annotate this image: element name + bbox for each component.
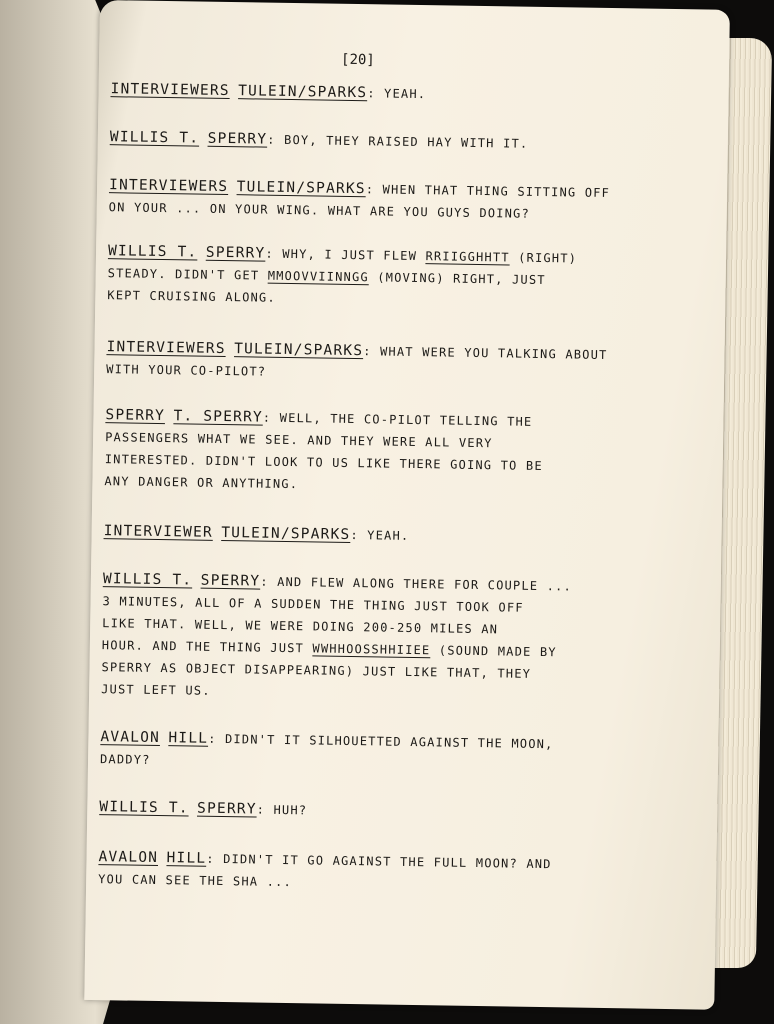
dialogue-line: : DIDN'T IT GO AGAINST THE FULL MOON? AND xyxy=(206,851,552,872)
book-page xyxy=(84,0,730,1010)
dialogue-line: SPERRY AS OBJECT DISAPPEARING) xyxy=(101,660,355,679)
speaker: TULEIN/SPARKS xyxy=(236,179,366,198)
speaker: AVALON xyxy=(98,849,159,867)
speaker: WILLIS T. xyxy=(107,243,198,261)
speaker: INTERVIEWERS xyxy=(108,177,229,196)
dialogue-line: KEPT CRUISING ALONG. xyxy=(107,288,276,305)
speaker: INTERVIEWER xyxy=(103,523,214,541)
speaker: TULEIN/SPARKS xyxy=(238,83,368,102)
dialogue-line: (RIGHT) xyxy=(509,250,578,266)
speaker: INTERVIEWERS xyxy=(110,81,230,100)
dialogue-line: : YEAH. xyxy=(367,86,427,102)
dialogue-line: DADDY? xyxy=(99,752,151,767)
speaker: WILLIS T. xyxy=(109,129,200,147)
speaker: WILLIS T. xyxy=(102,571,193,589)
speaker: SPERRY xyxy=(200,572,261,590)
dialogue-line: ON YOUR ... ON YOUR WING. WHAT ARE YOU GUYS DOING? xyxy=(108,200,531,221)
speaker: HILL xyxy=(168,730,209,747)
exchange-2 xyxy=(110,126,610,156)
dialogue-line: : WELL, THE CO-PILOT TELLING THE xyxy=(262,410,533,429)
exchange-7 xyxy=(103,520,603,550)
dialogue-line: WITH YOUR CO-PILOT? xyxy=(106,362,267,379)
speaker: T. SPERRY xyxy=(173,408,263,426)
speaker: WILLIS T. xyxy=(99,799,189,817)
emphasis-word: RRIIGGHHTT xyxy=(425,249,510,265)
dialogue-line: : HUH? xyxy=(256,802,308,818)
dialogue-line: YOU CAN SEE THE SHA ... xyxy=(98,872,293,890)
dialogue-line: : WHEN THAT THING SITTING OFF xyxy=(365,182,611,201)
speaker: SPERRY xyxy=(207,130,268,148)
emphasis-word: WWHHOOSSHHIIEE xyxy=(312,641,431,658)
dialogue-line: STEADY. DIDN'T GET xyxy=(107,266,268,283)
exchange-10 xyxy=(99,796,599,826)
exchange-5 xyxy=(106,336,607,388)
speaker: TULEIN/SPARKS xyxy=(221,524,351,543)
dialogue-line: (MOVING) RIGHT, JUST xyxy=(368,270,546,288)
emphasis-word: MMOOVVIINNGG xyxy=(267,268,369,285)
speaker: SPERRY xyxy=(196,800,257,818)
exchange-3 xyxy=(109,174,610,226)
exchange-8 xyxy=(101,568,603,708)
dialogue-line: HOUR. AND THE THING JUST xyxy=(101,638,313,656)
exchange-4 xyxy=(107,240,608,314)
speaker: AVALON xyxy=(100,729,161,747)
dialogue-line: (SOUND MADE BY xyxy=(430,643,557,660)
speaker: SPERRY xyxy=(105,407,166,425)
dialogue-line: : BOY, THEY RAISED HAY WITH IT. xyxy=(267,132,529,151)
speaker: HILL xyxy=(166,850,207,867)
exchange-1 xyxy=(110,78,610,108)
dialogue-line: JUST LEFT US. xyxy=(101,682,211,698)
dialogue-line: : YEAH. xyxy=(350,527,410,543)
dialogue-line: PASSENGERS WHAT WE SEE. AND THEY WERE ALL VERY xyxy=(105,430,493,451)
dialogue-line: : WHY, I JUST FLEW xyxy=(265,246,418,264)
dialogue-line: : DIDN'T IT SILHOUETTED AGAINST THE MOON, xyxy=(208,731,554,752)
speaker: INTERVIEWERS xyxy=(106,339,226,358)
exchange-9 xyxy=(100,726,601,778)
dialogue-line: : WHAT WERE YOU TALKING ABOUT xyxy=(363,344,608,363)
dialogue-line: ANY DANGER OR ANYTHING. xyxy=(104,474,299,492)
dialogue-line: JUST LIKE THAT, THEY xyxy=(354,664,532,681)
page-number: [20] xyxy=(340,51,375,69)
speaker: SPERRY xyxy=(205,244,266,262)
dialogue-line: 3 MINUTES, ALL OF A SUDDEN THE THING JUST TOOK OFF xyxy=(102,594,524,615)
dialogue-line: : AND FLEW ALONG THERE FOR COUPLE ... xyxy=(260,574,573,594)
exchange-11 xyxy=(98,846,599,898)
dialogue-line: INTERESTED. DIDN'T LOOK TO US LIKE THERE GOING TO BE xyxy=(104,452,543,474)
dialogue-line: LIKE THAT. WELL, WE WERE DOING 200-250 MILES AN xyxy=(102,616,499,637)
speaker: TULEIN/SPARKS xyxy=(234,341,364,360)
exchange-6 xyxy=(104,404,605,500)
